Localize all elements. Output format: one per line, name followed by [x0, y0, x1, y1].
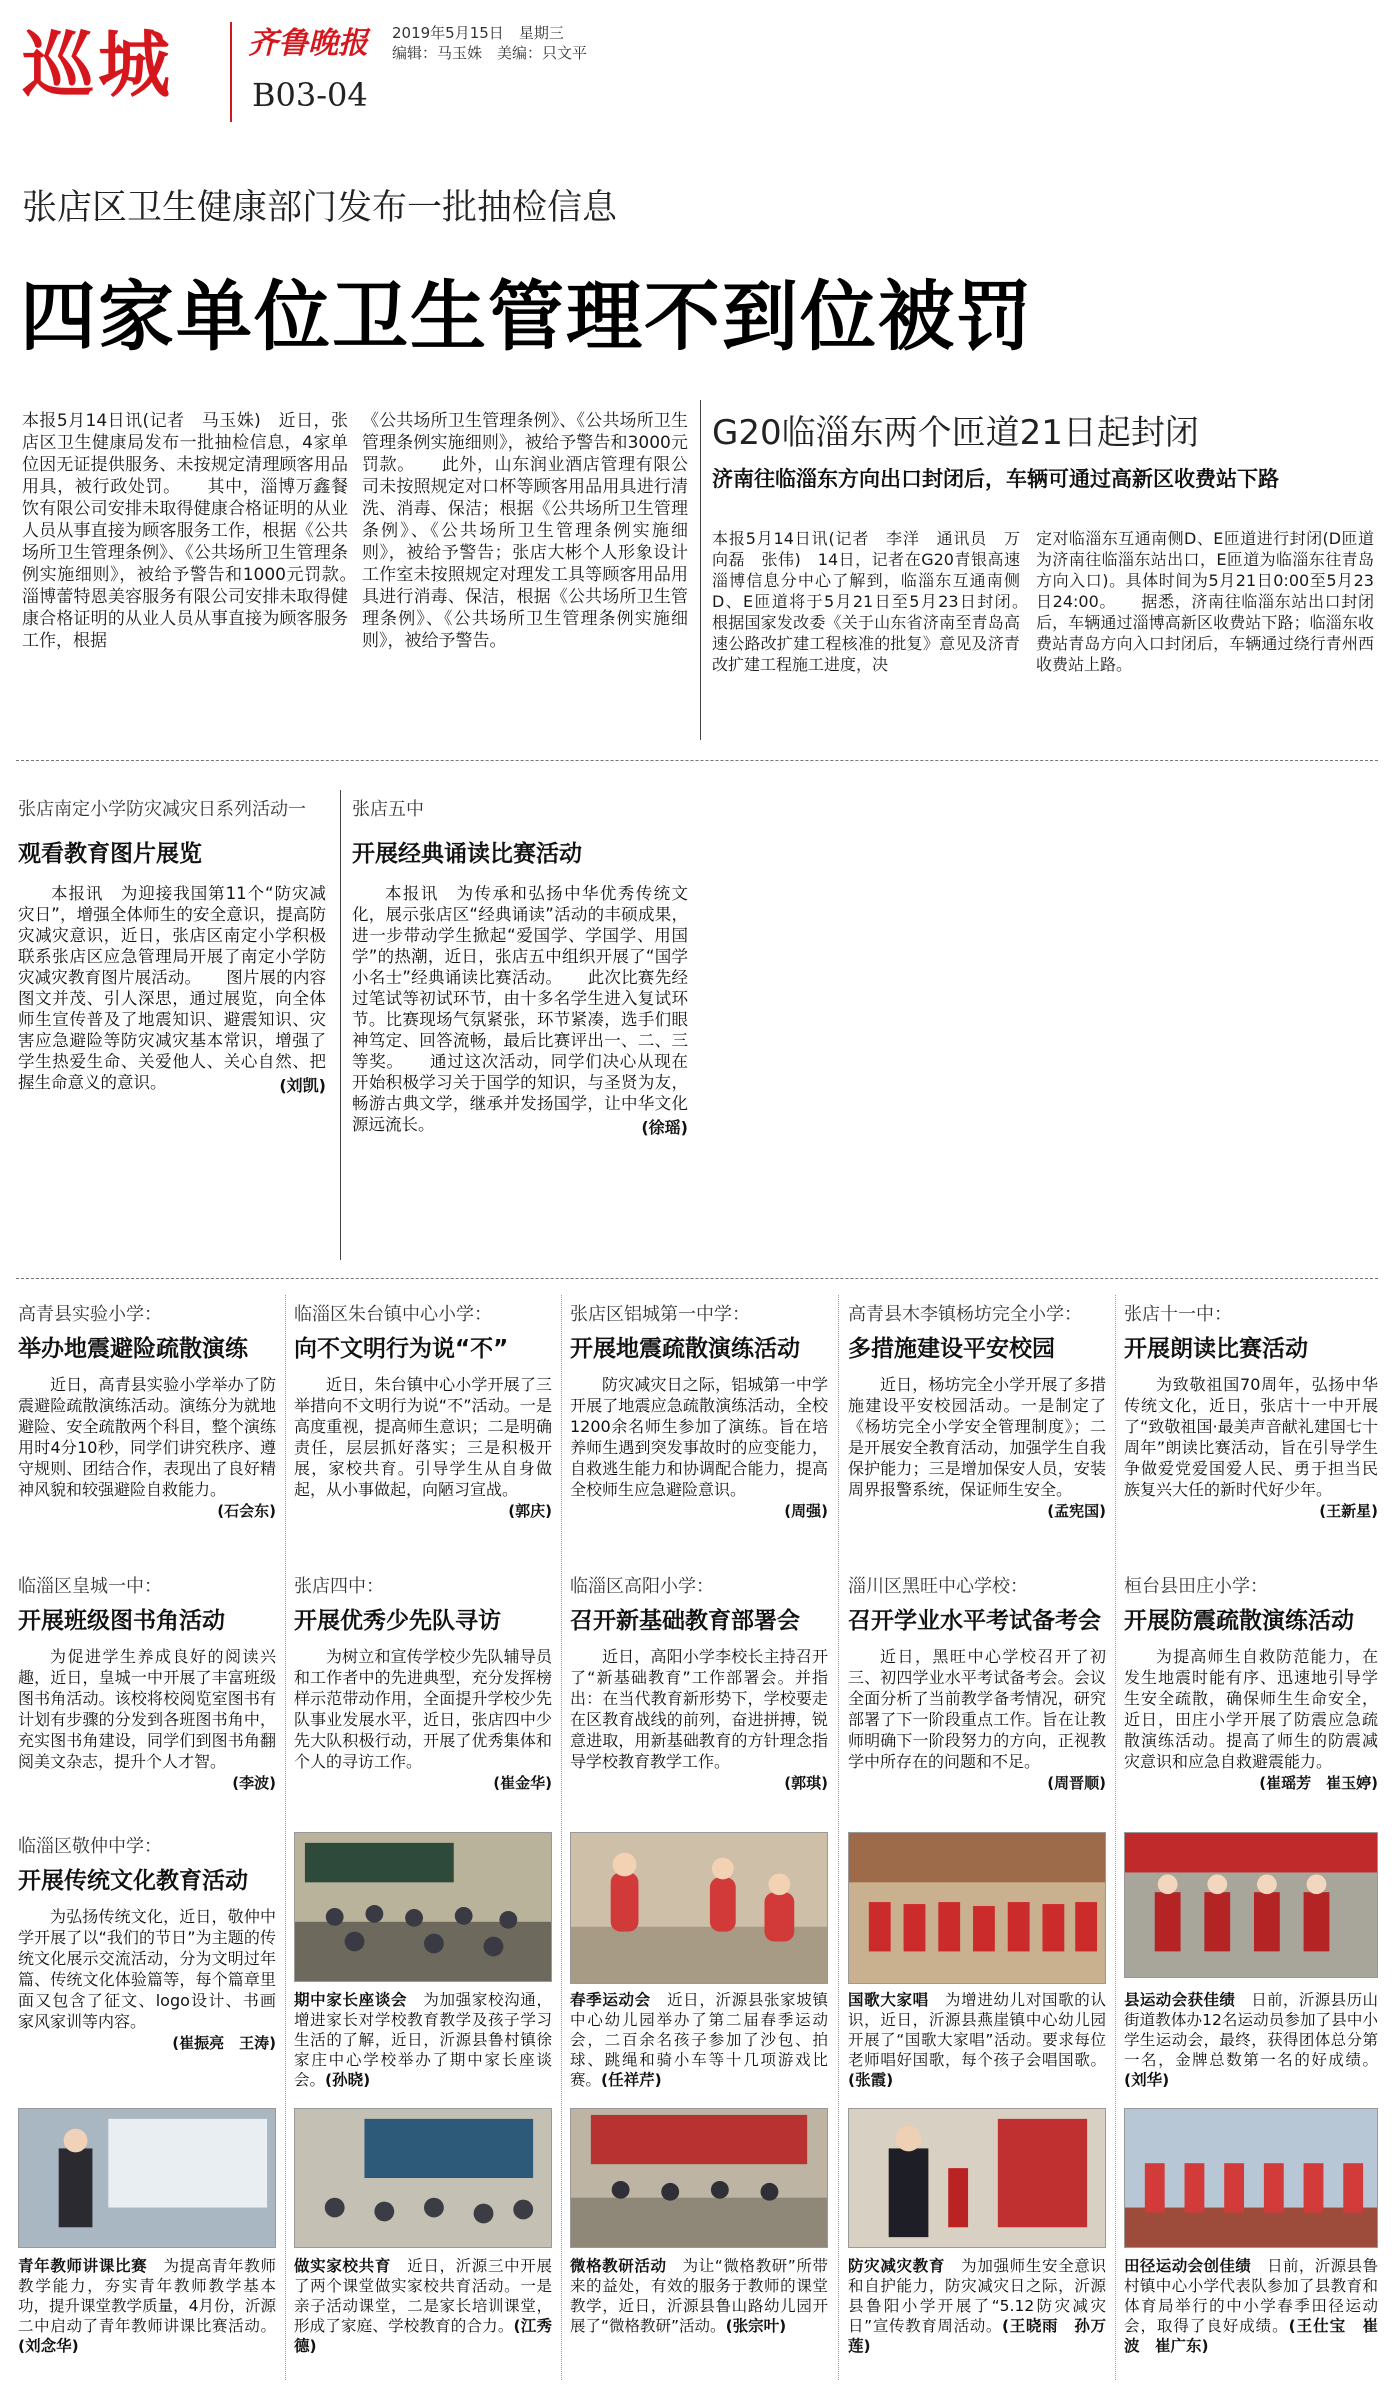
- photo-track-meet: [1124, 2108, 1378, 2248]
- photo-home-school: [294, 2108, 552, 2248]
- grid-kicker: 张店区铝城第一中学：: [570, 1304, 750, 1325]
- lecture-photo: [295, 2109, 551, 2247]
- grid-kicker: 临淄区高阳小学：: [570, 1576, 714, 1597]
- photo-micro-research: [570, 2108, 828, 2248]
- photo-caption: [294, 1990, 552, 2090]
- caption-byline: (张霞): [848, 2071, 894, 2089]
- caption-text: [294, 1990, 552, 2090]
- caption-body: 日前，沂源县历山街道教体办12名运动员参加了县中小学生运动会，最终，获得团体总分第一名，金牌总数第一名的好成绩。: [1124, 1991, 1378, 2069]
- col-divider: [561, 1295, 562, 2380]
- photo-disaster-edu: [848, 2108, 1106, 2248]
- grid-item: [1124, 1572, 1378, 1793]
- grid-byline: (郭琪): [784, 1774, 828, 1792]
- caption-body: 为让“微格教研”所带来的益处，有效的服务于教师的课堂教学，近日，沂源县鲁山路幼儿园开展了“微格教研”活动。: [570, 2257, 828, 2335]
- grid-kicker: 张店四中：: [294, 1576, 384, 1597]
- grid-item: [848, 1572, 1106, 1793]
- athletes-photo: [1125, 1833, 1377, 1977]
- g20-headline: G20临淄东两个匝道21日起封闭: [712, 413, 1199, 453]
- children-singing-photo: [849, 1833, 1105, 1983]
- caption-text: [570, 2256, 828, 2336]
- caption-text: [848, 1990, 1106, 2090]
- photo-caption: [18, 2256, 276, 2356]
- weekday-text: 星期三: [518, 24, 564, 42]
- lead-kicker: 张店区卫生健康部门发布一批抽检信息: [22, 188, 618, 228]
- caption-text: [1124, 2256, 1378, 2356]
- caption-title: 防灾减灾教育: [848, 2257, 945, 2275]
- caption-title: 春季运动会: [570, 1991, 651, 2009]
- caption-text: [18, 2256, 276, 2356]
- masthead-divider: [230, 22, 232, 122]
- caption-byline: (刘念华): [18, 2337, 79, 2355]
- story-wuzhong-title: 开展经典诵读比赛活动: [352, 841, 582, 867]
- grid-kicker: 临淄区朱台镇中心小学：: [294, 1304, 492, 1325]
- caption-body: 近日，沂源县张家坡镇中心幼儿园举办了第二届春季运动会，二百余名孩子参加了沙包、拍球、跳绳和骑小车等十几项游戏比赛。: [570, 1991, 828, 2089]
- grid-text: 为提高师生自救防范能力，在发生地震时能有序、迅速地引导学生安全疏散，确保师生生命安全，近日，田庄小学开展了防震应急疏散演练活动。提高了师生的防震减灾意识和应急自救避震能力。: [1124, 1647, 1378, 1771]
- caption-byline: (张宗叶): [725, 2317, 787, 2335]
- caption-byline: (江秀德): [294, 2317, 552, 2355]
- grid-item: [570, 1572, 828, 1793]
- col-divider: [285, 1295, 286, 2380]
- teacher-photo: [19, 2109, 275, 2247]
- lead-headline: 四家单位卫生管理不到位被罚: [20, 272, 1034, 361]
- grid-title: 召开新基础教育部署会: [570, 1608, 800, 1634]
- grid-text: 近日，黑旺中心学校召开了初三、初四学业水平考试备考会。会议全面分析了当前教学备考情况，研究部署了下一阶段重点工作。旨在让教师明确下一阶段努力的方向，正视教学中所存在的问题和不足。: [848, 1647, 1106, 1771]
- divider-1: [16, 760, 1378, 761]
- jingzhong-title: 开展传统文化教育活动: [18, 1868, 248, 1894]
- grid-title: 开展优秀少先队寻访: [294, 1608, 501, 1634]
- photo-caption: [1124, 1990, 1378, 2090]
- grid-title: 开展朗读比赛活动: [1124, 1336, 1308, 1362]
- caption-body: 为增进幼儿对国歌的认识，近日，沂源县燕崖镇中心幼儿园开展了“国歌大家唱”活动。要求每位老师唱好国歌，每个孩子会唱国歌。: [848, 1991, 1106, 2069]
- grid-item: [570, 1300, 828, 1521]
- lead-col-2: 《公共场所卫生管理条例》、《公共场所卫生管理条例实施细则》，被给予警告和3000元罚款。 此外，山东润业酒店管理有限公司未按照规定对口杯等顾客用品用具进行清洗、消毒、保洁；根据《公共场所卫生管理条例》、《公共场所卫生管理条例实施细则》，被给予警告；张店大彬个人形象设计工作室未按照规定对理发工具等顾客用品用具进行消毒、保洁，根据《公共场所卫生管理条例》、《公共场所卫生管理条例实施细则》，被给予警告。: [362, 411, 688, 651]
- grid-kicker: 临淄区皇城一中：: [18, 1576, 162, 1597]
- editor-credits: 编辑：马玉姝 美编：只文平: [392, 44, 588, 62]
- grid-item: [294, 1300, 552, 1521]
- g20-subhead: 济南往临淄东方向出口封闭后，车辆可通过高新区收费站下路: [712, 467, 1279, 491]
- divider-2: [16, 1278, 1378, 1279]
- story-nanding: [18, 795, 326, 1096]
- grid-byline: (崔瑶芳 崔玉婷): [1259, 1774, 1378, 1792]
- fire-extinguisher-photo: [849, 2109, 1105, 2247]
- photo-parent-meeting: [294, 1832, 552, 1982]
- caption-text: [848, 2256, 1106, 2356]
- grid-byline: (王新星): [1319, 1502, 1378, 1520]
- story-wuzhong: [352, 795, 688, 1138]
- grid-byline: (周晋顺): [1047, 1774, 1106, 1792]
- col-divider: [1115, 1295, 1116, 2380]
- paper-logo: 齐鲁晚报: [248, 26, 368, 61]
- story-wuzhong-kicker: 张店五中: [352, 799, 424, 820]
- g20-col-2: 定对临淄东互通南侧D、E匝道进行封闭(D匝道为济南往临淄东站出口，E匝道为临淄东往青岛方向入口)。具体时间为5月21日0:00至5月23日24:00。 据悉，济南往临淄东站出口封闭后，车辆通过淄博高新区收费站下路；临淄东收费站青岛方向入口封闭后，车辆通过绕行青州西收费站上路。: [1036, 529, 1374, 674]
- photo-caption: [570, 1990, 828, 2090]
- story-nanding-title: 观看教育图片展览: [18, 841, 202, 867]
- grid-kicker: 淄川区黑旺中心学校：: [848, 1576, 1028, 1597]
- caption-text: [1124, 1990, 1378, 2090]
- kindergarten-photo: [571, 1833, 827, 1983]
- photo-caption: [848, 1990, 1106, 2090]
- grid-text: 近日，朱台镇中心小学开展了三举措向不文明行为说“不”活动。一是高度重视，提高师生意识；二是明确责任，层层抓好落实；三是积极开展，家校共育。引导学生从自身做起，从小事做起，向陋习宣战。: [294, 1375, 552, 1499]
- grid-text: 为致敬祖国70周年，弘扬中华传统文化，近日，张店十一中开展了“致敬祖国·最美声音献礼建国七十周年”朗读比赛活动，旨在引导学生争做爱党爱国爱人民、勇于担当民族复兴大任的新时代好少年。: [1124, 1375, 1378, 1499]
- grid-title: 开展班级图书角活动: [18, 1608, 225, 1634]
- caption-body: 近日，沂源三中开展了两个课堂做实家校共育活动。一是亲子活动课堂，二是家长培训课堂，形成了家庭、学校教育的合力。: [294, 2257, 552, 2335]
- grid-byline: (李波): [232, 1774, 276, 1792]
- grid-byline: (周强): [784, 1502, 828, 1520]
- caption-byline: (任祥芹): [601, 2071, 662, 2089]
- grid-text: 防灾减灾日之际，铝城第一中学开展了地震应急疏散演练活动，全校1200余名师生参加了演练。旨在培养师生遇到突发事故时的应变能力，自救逃生能力和协调配合能力，提高全校师生应急避险意识。: [570, 1375, 828, 1499]
- caption-text: [294, 2256, 552, 2356]
- photo-caption: [1124, 2256, 1378, 2356]
- caption-title: 国歌大家唱: [848, 1991, 929, 2009]
- grid-kicker: 高青县实验小学：: [18, 1304, 162, 1325]
- students-field-photo: [1125, 2109, 1377, 2247]
- grid-title: 开展防震疏散演练活动: [1124, 1608, 1354, 1634]
- grid-item: [18, 1300, 276, 1521]
- caption-title: 微格教研活动: [570, 2257, 667, 2275]
- jingzhong-text: 为弘扬传统文化，近日，敬仲中学开展了以“我们的节日”为主题的传统文化展示交流活动，分为文明过年篇、传统文化体验篇等，每个篇章里面又包含了征文、logo设计、书画家风家训等内容。: [18, 1907, 276, 2031]
- caption-byline: (王晓雨 孙万莲): [848, 2317, 1106, 2355]
- grid-title: 召开学业水平考试备考会: [848, 1608, 1101, 1634]
- caption-byline: (刘华): [1124, 2071, 1170, 2089]
- grid-item: [848, 1300, 1106, 1521]
- photo-caption: [294, 2256, 552, 2356]
- caption-title: 做实家校共育: [294, 2257, 391, 2275]
- story-nanding-text: 本报讯 为迎接我国第11个“防灾减灾日”，增强全体师生的安全意识，提高防灾减灾意识，近日，张店区南定小学积极联系张店区应急管理局开展了南定小学防灾减灾教育图片展活动。 图片展的内容图文并茂、引人深思，通过展览，向全体师生宣传普及了地震知识、避震知识、灾害应急避险等防灾减灾基本常识，增强了学生热爱生命、关爱他人、关心自然、把握生命意义的意识。: [18, 884, 326, 1092]
- story-nanding-kicker: 张店南定小学防灾减灾日系列活动一: [18, 799, 306, 820]
- grid-title: 多措施建设平安校园: [848, 1336, 1055, 1362]
- story-nanding-byline: (刘凯): [279, 1076, 326, 1095]
- photo-teacher-contest: [18, 2108, 276, 2248]
- caption-body: 为加强家校沟通，增进家长对学校教育教学及孩子学习生活的了解，近日，沂源县鲁村镇徐家庄中心学校举办了期中家长座谈会。: [294, 1991, 552, 2089]
- photo-county-sports: [1124, 1832, 1378, 1978]
- grid-byline: (孟宪国): [1047, 1502, 1106, 1520]
- caption-byline: (王仕宝 崔波 崔广东): [1124, 2317, 1378, 2355]
- grid-text: 近日，高阳小学李校长主持召开了“新基础教育”工作部署会。并指出：在当代教育新形势下，学校要走在区教育战线的前列，奋进拼搏，锐意进取，用新基础教育的方针理念指导学校教育教学工作。: [570, 1647, 828, 1771]
- grid-title: 开展地震疏散演练活动: [570, 1336, 800, 1362]
- jingzhong-kicker: 临淄区敬仲中学：: [18, 1836, 162, 1857]
- caption-body: 日前，沂源县鲁村镇中心小学代表队参加了县教育和体育局举行的中小学春季田径运动会，取得了良好成绩。: [1124, 2257, 1378, 2335]
- date-text: 2019年5月15日: [392, 24, 504, 42]
- grid-kicker: 高青县木李镇杨坊完全小学：: [848, 1304, 1082, 1325]
- caption-title: 青年教师讲课比赛: [18, 2257, 148, 2275]
- jingzhong-byline: (崔振亮 王涛): [172, 2034, 276, 2052]
- g20-col-1: 本报5月14日讯(记者 李洋 通讯员 万向磊 张伟) 14日，记者在G20青银高速淄博信息分中心了解到，临淄东互通南侧D、E匝道将于5月21日至5月23日封闭。 根据国家发改委《关于山东省济南至青岛高速公路改扩建工程核准的批复》意见及济青改扩建工程施工进度，决: [712, 529, 1020, 674]
- story-ab-divider: [340, 790, 341, 1260]
- caption-body: 为提高青年教师教学能力，夯实青年教师教学基本功，提升课堂教学质量，4月份，沂源二中启动了青年教师讲课比赛活动。: [18, 2257, 276, 2335]
- caption-body: 为加强师生安全意识和自护能力，防灾减灾日之际，沂源县鲁阳小学开展了“5.12防灾减灾日”宣传教育周活动。: [848, 2257, 1106, 2335]
- meeting-room-photo: [571, 2109, 827, 2247]
- grid-title: 举办地震避险疏散演练: [18, 1336, 248, 1362]
- caption-text: [570, 1990, 828, 2090]
- caption-title: 田径运动会创佳绩: [1124, 2257, 1252, 2275]
- grid-kicker: 张店十一中：: [1124, 1304, 1232, 1325]
- story-jingzhong: [18, 1832, 276, 2053]
- grid-text: 近日，杨坊完全小学开展了多措施建设平安校园活动。一是制定了《杨坊完全小学安全管理制度》；二是开展安全教育活动，加强学生自我保护能力；三是增加保安人员，安装周界报警系统，保证师生安全。: [848, 1375, 1106, 1499]
- photo-caption: [848, 2256, 1106, 2356]
- grid-byline: (郭庆): [508, 1502, 552, 1520]
- grid-text: 为树立和宣传学校少先队辅导员和工作者中的先进典型，充分发挥榜样示范带动作用，全面提升学校少先队事业发展水平，近日，张店四中少先大队积极行动，开展了优秀集体和个人的寻访工作。: [294, 1647, 552, 1771]
- photo-anthem: [848, 1832, 1106, 1984]
- lead-col-1: 本报5月14日讯(记者 马玉姝) 近日，张店区卫生健康局发布一批抽检信息，4家单位因无证提供服务、未按规定清理顾客用品用具，被行政处罚。 其中，淄博万鑫餐饮有限公司安排未取得健康合格证明的从业人员从事直接为顾客服务工作，根据《公共场所卫生管理条例》、《公共场所卫生管理条例实施细则》，被给予警告和1000元罚款。 淄博蕾特恩美容服务有限公司安排未取得健康合格证明的从业人员从事直接为顾客服务工作，根据: [22, 411, 348, 651]
- grid-kicker: 桓台县田庄小学：: [1124, 1576, 1268, 1597]
- grid-byline: (石会东): [217, 1502, 276, 1520]
- grid-text: 为促进学生养成良好的阅读兴趣，近日，皇城一中开展了丰富班级图书角活动。该校将校阅览室图书有计划有步骤的分发到各班图书角中，充实图书角建设，同学们到图书角翻阅美文杂志，提升个人才智。: [18, 1647, 276, 1771]
- caption-title: 县运动会获佳绩: [1124, 1991, 1236, 2009]
- photo-sports-day: [570, 1832, 828, 1984]
- caption-title: 期中家长座谈会: [294, 1991, 408, 2009]
- lead-g20-divider: [700, 400, 701, 740]
- page-number: B03-04: [252, 76, 368, 114]
- grid-item: [294, 1572, 552, 1793]
- story-wuzhong-text: 本报讯 为传承和弘扬中华优秀传统文化，展示张店区“经典诵读”活动的丰硕成果，进一步带动学生掀起“爱国学、学国学、用国学”的热潮，近日，张店五中组织开展了“国学小名士”经典诵读比赛活动。 此次比赛先经过笔试等初试环节，由十多名学生进入复试环节。比赛现场气氛紧张，环节紧凑，选手们眼神笃定、回答流畅，最后比赛评出一、二、三等奖。 通过这次活动，同学们决心从现在开始积极学习关于国学的知识，与圣贤为友，畅游古典文学，继承并发扬国学，让中华文化源远流长。: [352, 884, 688, 1134]
- classroom-photo: [295, 1833, 551, 1981]
- issue-date: [392, 22, 564, 43]
- col-divider: [838, 1295, 839, 2380]
- grid-title: 向不文明行为说“不”: [294, 1336, 509, 1362]
- section-title: 巡城: [22, 23, 175, 107]
- grid-item: [1124, 1300, 1378, 1521]
- story-wuzhong-byline: (徐瑶): [641, 1118, 688, 1137]
- grid-byline: (崔金华): [493, 1774, 552, 1792]
- caption-byline: (孙晓): [325, 2071, 371, 2089]
- grid-text: 近日，高青县实验小学举办了防震避险疏散演练活动。演练分为就地避险、安全疏散两个科目，整个演练用时4分10秒，同学们讲究秩序、遵守规则、团结合作，表现出了良好精神风貌和较强避险自救能力。: [18, 1375, 276, 1499]
- grid-item: [18, 1572, 276, 1793]
- photo-caption: [570, 2256, 828, 2336]
